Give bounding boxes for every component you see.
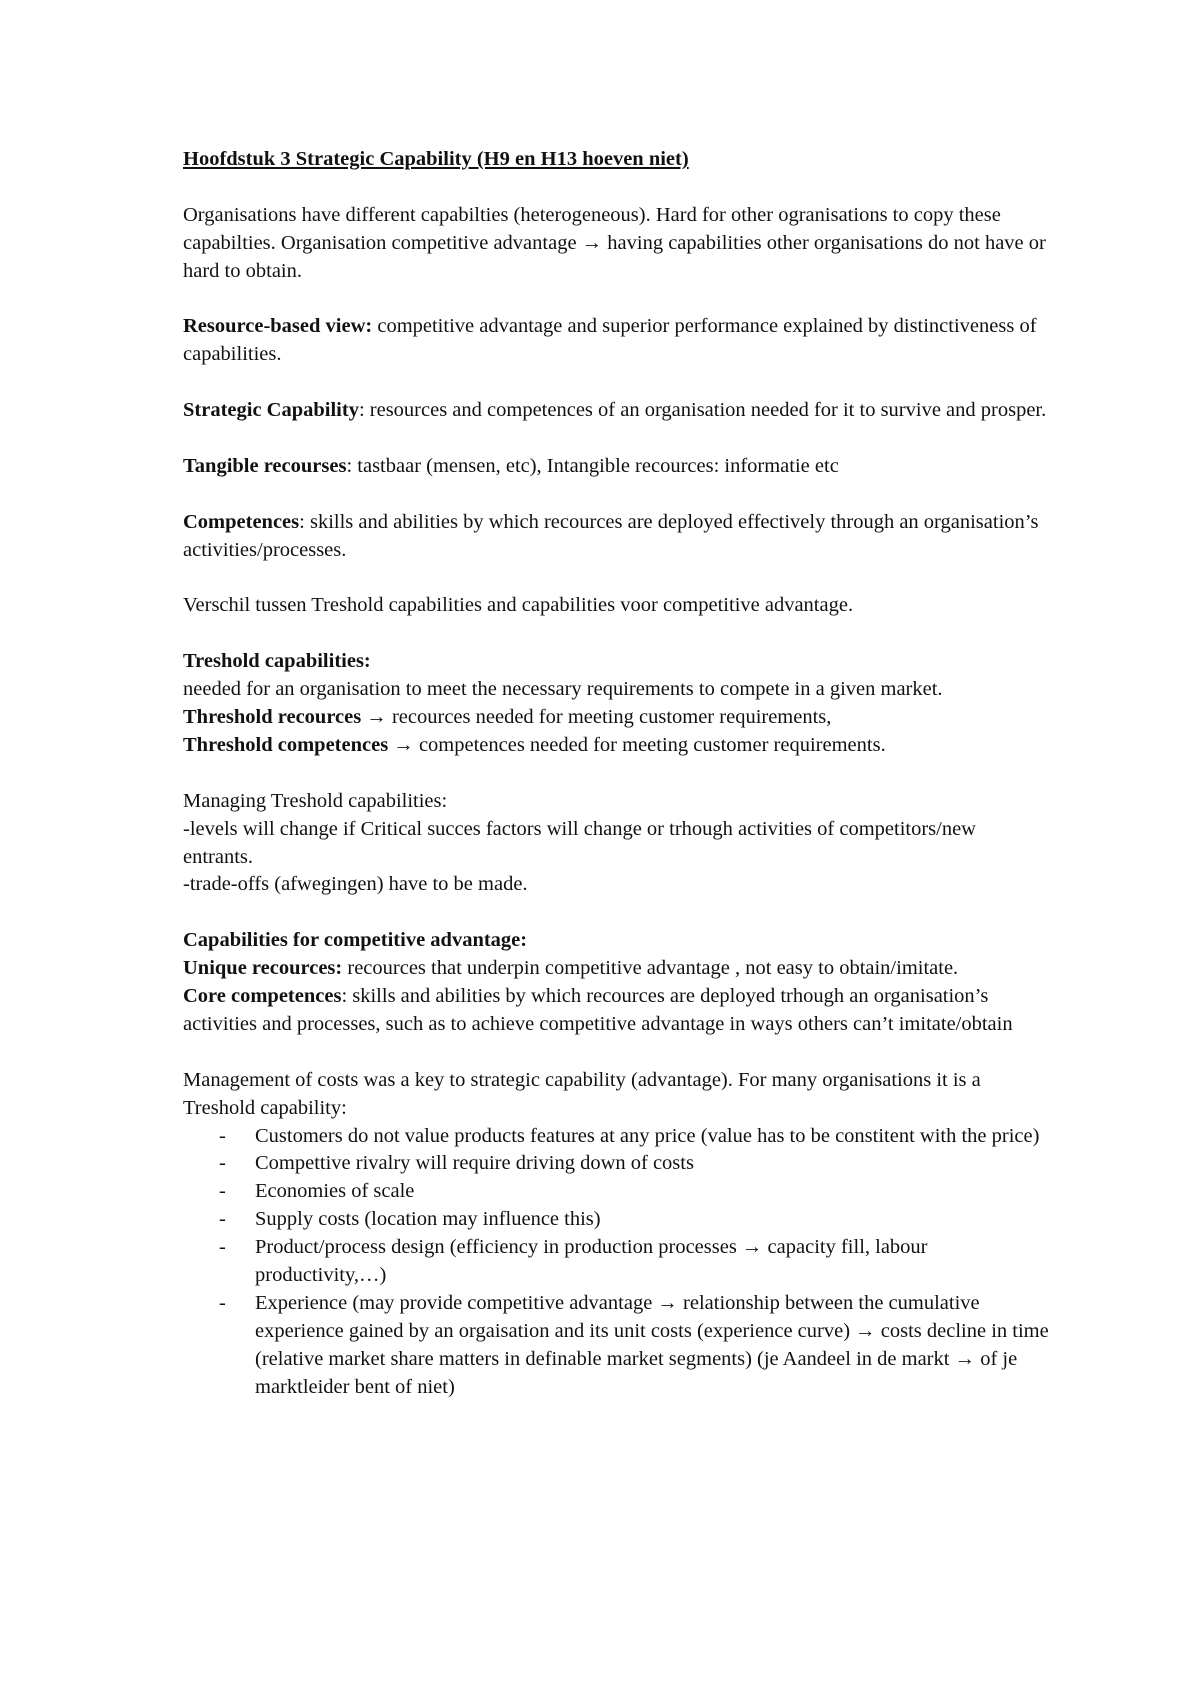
list-item: - Compettive rivalry will require driving down of costs bbox=[183, 1150, 1050, 1178]
capabilities-heading: Capabilities for competitive advantage: bbox=[183, 929, 528, 952]
tangible-text: : tastbaar (mensen, etc), Intangible recources: informatie etc bbox=[346, 454, 839, 477]
threshold-competences-text: → competences needed for meeting customer requirements. bbox=[388, 733, 886, 756]
strategic-capability-term: Strategic Capability bbox=[183, 399, 359, 422]
tangible-term: Tangible recourses bbox=[183, 454, 347, 477]
threshold-competences-line bbox=[183, 732, 1050, 760]
costs-intro: Management of costs was a key to strategic capability (advantage). For many organisations it is a Treshold capability: bbox=[183, 1068, 981, 1119]
rbv-term: Resource-based view: bbox=[183, 315, 373, 338]
treshold-heading: Treshold capabilities: bbox=[183, 650, 371, 673]
managing-line-1: -levels will change if Critical succes factors will change or trhough activities of competitors/new entrants. bbox=[183, 817, 976, 868]
list-item: - Product/process design (efficiency in production processes → capacity fill, labour productivity,…) bbox=[183, 1234, 1050, 1290]
unique-recources-line bbox=[183, 955, 1050, 983]
competences-paragraph bbox=[183, 509, 1050, 565]
tangible-paragraph bbox=[183, 453, 1050, 481]
competences-text: : skills and abilities by which recources are deployed effectively through an organisation’s activities/processes. bbox=[183, 510, 1039, 561]
core-competences-term: Core competences bbox=[183, 985, 342, 1008]
threshold-recources-line bbox=[183, 704, 1050, 732]
competences-term: Competences bbox=[183, 510, 300, 533]
core-competences-text: : skills and abilities by which recources are deployed trhough an organisation’s activities and processes, such as to achieve competitive advantage in ways others can’t imitate/obtain bbox=[183, 985, 1013, 1035]
unique-recources-term: Unique recources: bbox=[183, 957, 343, 980]
threshold-competences-term: Threshold competences bbox=[183, 733, 389, 756]
rbv-text: competitive advantage and superior performance explained by distinctiveness of capabilities. bbox=[183, 315, 1037, 366]
list-item: - Economies of scale bbox=[183, 1178, 1050, 1206]
treshold-text: needed for an organisation to meet the necessary requirements to compete in a given market. bbox=[183, 678, 943, 701]
threshold-recources-text: → recources needed for meeting customer requirements, bbox=[361, 706, 832, 729]
unique-recources-text: recources that underpin competitive advantage , not easy to obtain/imitate. bbox=[342, 957, 959, 980]
core-competences-line bbox=[183, 983, 1050, 1039]
strategic-capability-text: : resources and competences of an organisation needed for it to survive and prosper. bbox=[358, 399, 1047, 422]
list-item: - Customers do not value products features at any price (value has to be constitent with the price) bbox=[183, 1123, 1050, 1151]
managing-heading: Managing Treshold capabilities: bbox=[183, 789, 448, 812]
strategic-capability-paragraph bbox=[183, 397, 1050, 425]
rbv-paragraph bbox=[183, 313, 1050, 369]
page-title: Hoofdstuk 3 Strategic Capability (H9 en H13 hoeven niet) bbox=[183, 148, 689, 170]
managing-line-2: -trade-offs (afwegingen) have to be made. bbox=[183, 873, 528, 896]
intro-paragraph: Organisations have different capabilties (heterogeneous). Hard for other ogranisations to copy these capabilties. Organisation competitive advantage → having capabilities other organisations do not have or hard to obtain. bbox=[183, 203, 1046, 282]
threshold-recources-term: Threshold recources bbox=[183, 706, 362, 729]
list-item: - Supply costs (location may influence this) bbox=[183, 1206, 1050, 1234]
list-item: - Experience (may provide competitive advantage → relationship between the cumulative experience gained by an orgaisation and its unit costs (experience curve) → costs decline in time (relative market share matters in definable market segments) (je Aandeel in de markt → of je marktleider bent of niet) bbox=[183, 1290, 1050, 1402]
verschil-paragraph: Verschil tussen Treshold capabilities and capabilities voor competitive advantage. bbox=[183, 594, 854, 617]
costs-list bbox=[183, 1123, 1050, 1402]
